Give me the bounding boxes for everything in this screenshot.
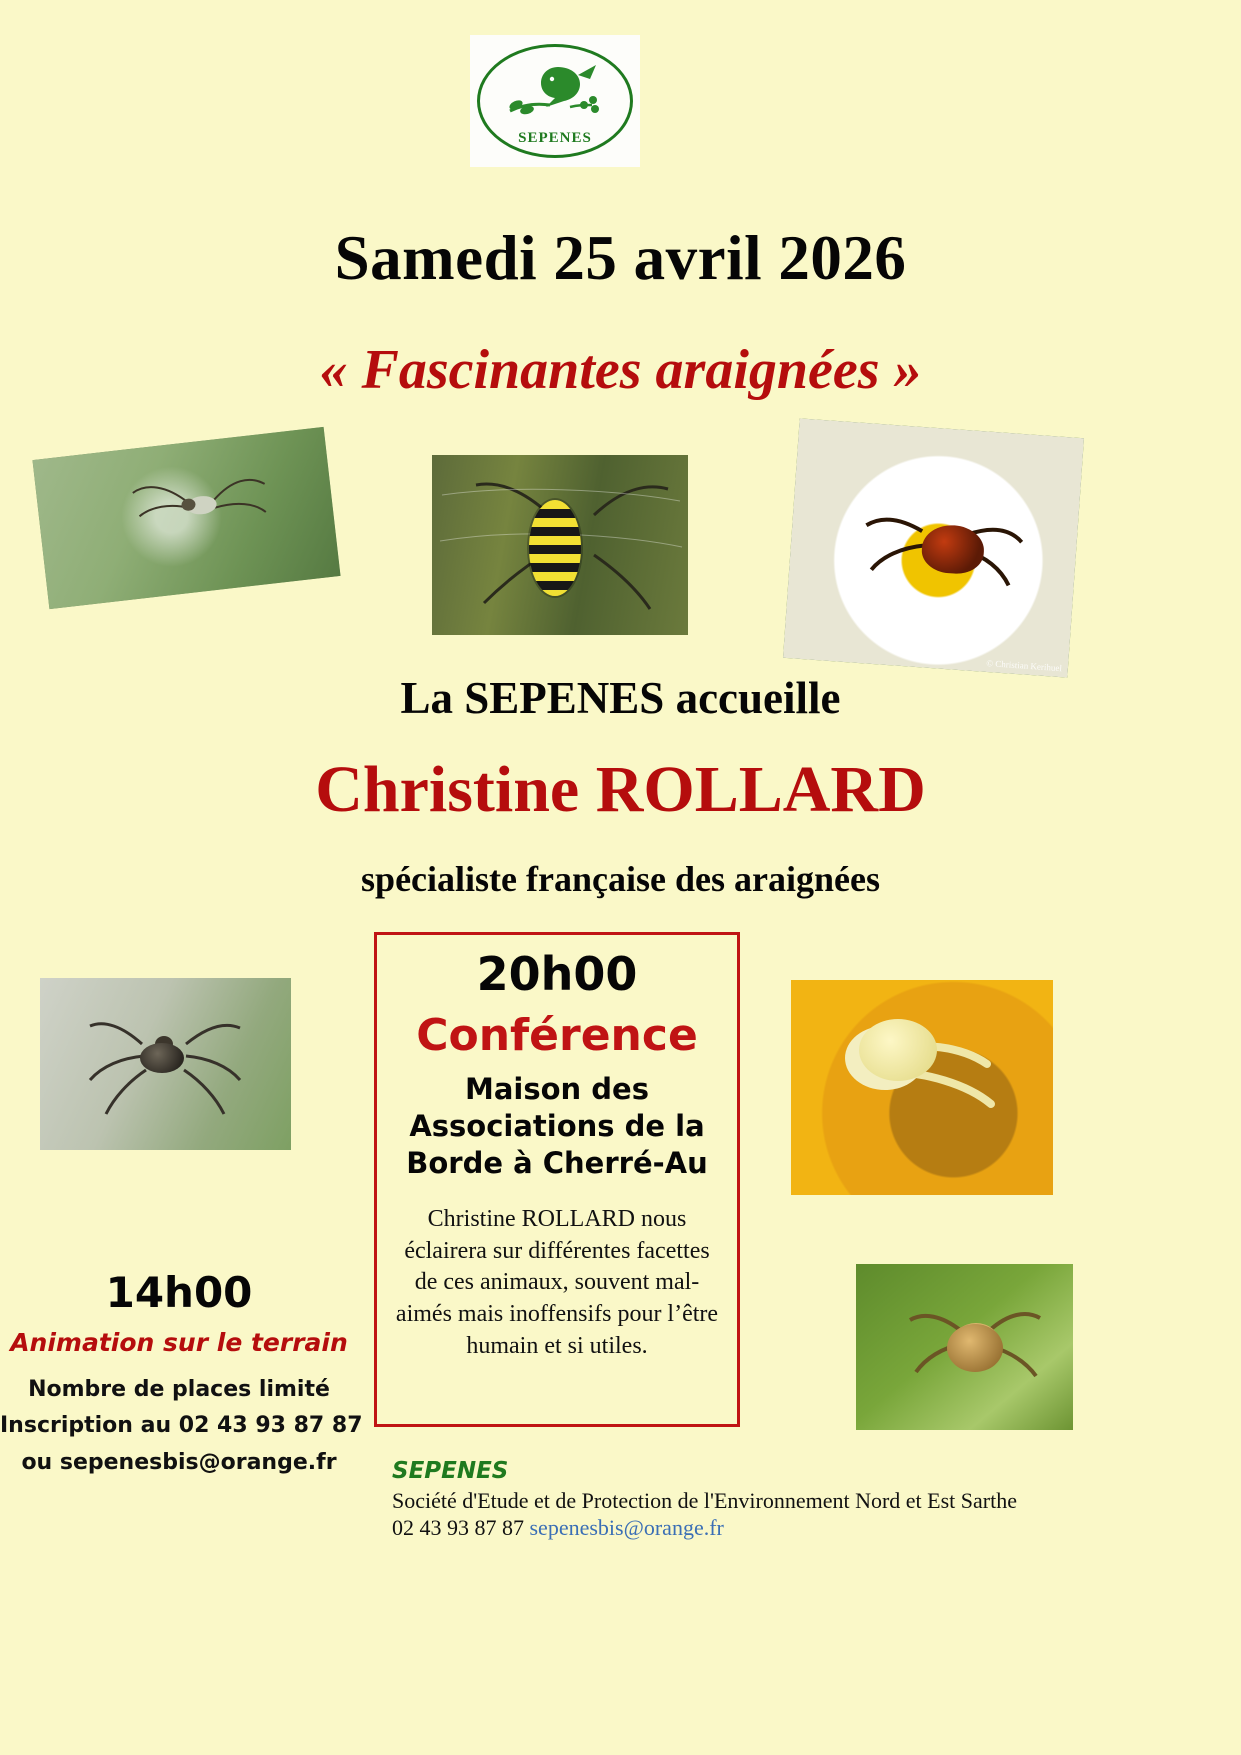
photo-crab-spider-yellow [791, 980, 1053, 1195]
conference-label: Conférence [416, 1009, 698, 1061]
venue-line-1: Maison des [465, 1071, 649, 1106]
photo-spider-on-daisy [783, 418, 1084, 677]
garden-spider-icon [40, 978, 291, 1150]
footer-org-name: SEPENES [392, 1458, 509, 1484]
field-activity-label: Animation sur le terrain [10, 1328, 348, 1357]
leaf-spider-icon [856, 1264, 1073, 1430]
logo-label: SEPENES [518, 130, 592, 146]
photo-crab-spider-yellow-image [791, 980, 1053, 1195]
field-activity-time: 14h00 [105, 1268, 253, 1317]
footer-phone: 02 43 93 87 87 [392, 1515, 524, 1540]
venue-line-2: Associations de la [409, 1108, 705, 1143]
event-date: Samedi 25 avril 2026 [334, 223, 907, 293]
speaker-name: Christine ROLLARD [315, 753, 926, 826]
sepenes-logo [470, 35, 640, 167]
photo-garden-spider-image [40, 978, 291, 1150]
photo-wasp-spider [432, 455, 688, 635]
photo-spider-on-leaf [856, 1264, 1073, 1430]
photo-spider-web [32, 427, 340, 609]
spider-silhouette-icon [32, 427, 340, 609]
photo-spider-on-daisy-image [783, 418, 1084, 677]
footer [392, 1458, 1172, 1541]
wasp-spider-legs-icon [432, 455, 688, 635]
logo-oval [477, 44, 633, 158]
field-info-line-3: ou sepenesbis@orange.fr [21, 1449, 337, 1475]
footer-email[interactable]: sepenesbis@orange.fr [529, 1515, 724, 1540]
yellow-crab-spider-icon [791, 980, 1053, 1195]
photo-spider-web-image [32, 427, 340, 609]
footer-contact [392, 1515, 1172, 1541]
crab-spider-icon [783, 418, 1084, 677]
field-info-line-1: Nombre de places limité [28, 1377, 330, 1402]
field-activity-info [0, 1372, 363, 1481]
field-info-line-2: Inscription au 02 43 93 87 87 [0, 1413, 363, 1439]
conference-box [374, 932, 740, 1427]
photo-credit: © Christian Kerihuel [985, 657, 1063, 674]
conference-venue [391, 1071, 723, 1182]
photo-spider-on-leaf-image [856, 1264, 1073, 1430]
photo-garden-spider [40, 978, 291, 1150]
photo-wasp-spider-image [432, 455, 688, 635]
page-title: « Fascinantes araignées » [319, 339, 922, 401]
bird-branch-icon [500, 61, 610, 123]
conference-time: 20h00 [476, 947, 638, 1001]
footer-org-full: Société d'Etude et de Protection de l'Environnement Nord et Est Sarthe [392, 1488, 1017, 1513]
venue-line-3: Borde à Cherré-Au [406, 1145, 708, 1180]
speaker-subtitle: spécialiste française des araignées [361, 859, 880, 899]
welcome-line: La SEPENES accueille [400, 673, 841, 723]
conference-description: Christine ROLLARD nous éclairera sur différentes facettes de ces animaux, souvent mal-aimés mais inoffensifs pour l’être humain et si utiles. [395, 1205, 719, 1359]
